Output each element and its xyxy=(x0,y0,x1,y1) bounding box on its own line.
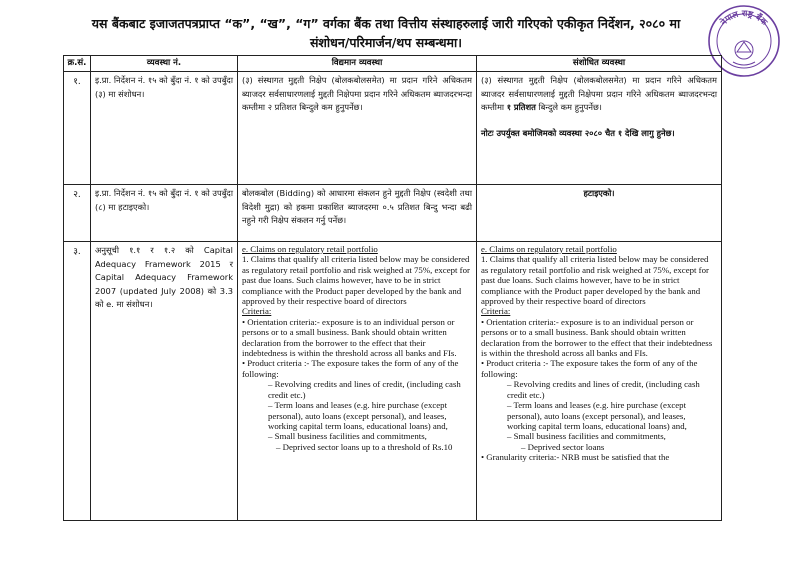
row1-sn: १. xyxy=(64,72,91,185)
row1-note: नोटः उपर्युक्त बमोजिमको व्यवस्था २०८० चैत १ देखि लागु हुनेछ। xyxy=(481,127,675,138)
row1-revised-bold: १ प्रतिशत xyxy=(506,102,536,112)
row3-provision-ref: अनुसूची १.१ र १.२ को Capital Adequacy Framework 2015 र Capital Adequacy Framework 2007 (updated July 2008) को 3.3 को e. मा संशोधन। xyxy=(91,242,238,521)
row1-revised xyxy=(477,72,722,185)
table-row xyxy=(64,185,722,242)
row3-sn: ३. xyxy=(64,242,91,521)
existing-item4: – Deprived sector loans up to a threshold of Rs.10 xyxy=(276,441,453,452)
amendment-table xyxy=(63,55,722,521)
table-row xyxy=(64,72,722,185)
revised-granularity: • Granularity criteria:- NRB must be satisfied that the xyxy=(481,452,670,463)
row1-provision-ref: इ.प्रा. निर्देशन नं. १५ को बुँदा नं. १ को उपबुँदा (३) मा संशोधन। xyxy=(91,72,238,185)
existing-product: • Product criteria :- The exposure takes the form of any of the following: xyxy=(242,358,459,379)
revised-criteria-label: Criteria: xyxy=(481,306,511,317)
revised-product: • Product criteria :- The exposure takes the form of any of the following: xyxy=(481,358,698,379)
existing-para1: 1. Claims that qualify all criteria listed below may be considered as regulatory retail portfolio and risk weighed at 75%, except for past due loans. Such claims however, have to be in strict compliance with the Product paper developed by the bank and approved by their respective board of directors xyxy=(242,254,470,307)
revised-item4: – Deprived sector loans xyxy=(521,441,605,452)
row2-provision-ref: इ.प्रा. निर्देशन नं. १५ को बुँदा नं. १ को उपबुँदा (८) मा हटाइएको। xyxy=(91,185,238,242)
existing-heading: e. Claims on regulatory retail portfolio xyxy=(242,244,378,254)
column-header-revised-provision: संशोधित व्यवस्था xyxy=(477,56,722,72)
column-header-provision-number: व्यवस्था नं. xyxy=(91,56,238,72)
column-header-sn: क्र.सं. xyxy=(64,56,91,72)
existing-item1: – Revolving credits and lines of credit, (including cash credit etc.) xyxy=(268,379,461,400)
existing-orientation: • Orientation criteria:- exposure is to an individual person or persons or to a small business. Bank should obtain written declaration from the borrower to the effect that their indebtedness is within the threshold across all banks and FIs. xyxy=(242,316,457,359)
title-line-2: संशोधन/परिमार्जन/थप सम्बन्धमा। xyxy=(309,35,462,50)
row3-existing xyxy=(238,242,477,521)
row2-revised: हटाइएको। xyxy=(477,185,722,242)
title-line-1: यस बैंकबाट इजाजतपत्रप्राप्त “क”, “ख”, “ग” वर्गका बैंक तथा वित्तीय संस्थाहरुलाई जारी गरिएको एकीकृत निर्देशन, २०८० मा xyxy=(91,16,681,31)
existing-item2: – Term loans and leases (e.g. hire purchase (except personal), auto loans (except personal), and leases, working capital term loans, educational loans) and, xyxy=(268,400,448,431)
existing-criteria-label: Criteria: xyxy=(242,306,272,317)
row2-existing: बोलकबोल (Bidding) को आधारमा संकलन हुने मुद्दती निक्षेप (स्वदेशी तथा विदेशी मुद्रा) को हकमा प्रकाशित ब्याजदरमा ०.५ प्रतिशत बिन्दु भन्दा बढी नहुने गरी निक्षेप संकलन गर्नु पर्नेछ। xyxy=(238,185,477,242)
revised-item2: – Term loans and leases (e.g. hire purchase (except personal), auto loans (except personal), and leases, working capital term loans, educational loans) and, xyxy=(507,400,687,431)
revised-heading: e. Claims on regulatory retail portfolio xyxy=(481,244,617,254)
table-row xyxy=(64,242,722,521)
table-header-row xyxy=(64,56,722,72)
row1-revised-text: (३) संस्थागत मुद्दती निक्षेप (बोलकबोलसमेत) मा प्रदान गरिने अधिकतम ब्याजदर सर्वसाधारणलाई मुद्दती निक्षेपमा प्रदान गरिने अधिकतम ब्याजदरभन्दा कम्तीमा xyxy=(481,75,717,112)
row2-sn: २. xyxy=(64,185,91,242)
revised-item3: – Small business facilities and commitments, xyxy=(507,431,666,442)
column-header-existing-provision: विद्यमान व्यवस्था xyxy=(238,56,477,72)
document-title xyxy=(64,14,708,52)
row1-revised-text-end: बिन्दुले कम हुनुपर्नेछ। xyxy=(538,102,602,112)
row1-existing: (३) संस्थागत मुद्दती निक्षेप (बोलकबोलसमेत) मा प्रदान गरिने अधिकतम ब्याजदर सर्वसाधारणलाई मुद्दती निक्षेपमा प्रदान गरिने अधिकतम ब्याजदरभन्दा कम्तीमा २ प्रतिशत बिन्दुले कम हुनुपर्नेछ। xyxy=(238,72,477,185)
existing-item3: – Small business facilities and commitments, xyxy=(268,431,427,442)
revised-item1: – Revolving credits and lines of credit, (including cash credit etc.) xyxy=(507,379,700,400)
seal-text: नेपाल राष्ट्र बैंक xyxy=(718,8,769,28)
revised-para1: 1. Claims that qualify all criteria listed below may be considered as regulatory retail portfolio and risk weighed at 75%, except for past due loans. Such claims however, have to be in strict compliance with the Product paper developed by the bank and approved by their respective board of directors xyxy=(481,254,709,307)
revised-orientation: • Orientation criteria:- exposure is to an individual person or persons or to a small business. Bank should obtain written declaration from the borrower to the effect that their indebtedness is within the threshold across all banks and FIs. xyxy=(481,316,713,359)
row3-revised xyxy=(477,242,722,521)
